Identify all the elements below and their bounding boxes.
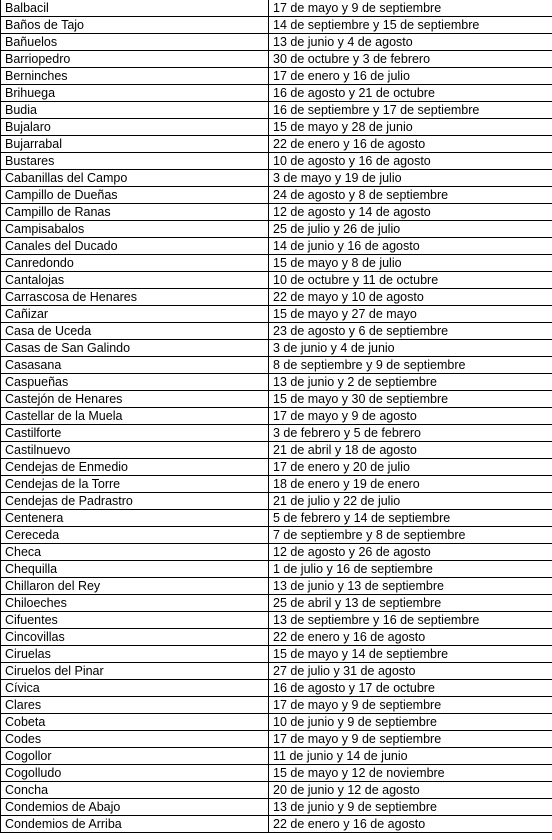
table-row: [1, 680, 552, 697]
table-row: [1, 816, 552, 833]
municipality-cell: Castellar de la Muela: [1, 408, 269, 425]
holiday-dates-cell: 17 de mayo y 9 de septiembre: [269, 0, 552, 17]
holiday-dates-cell: 10 de octubre y 11 de octubre: [269, 272, 552, 289]
holiday-dates-cell: 17 de enero y 20 de julio: [269, 459, 552, 476]
holiday-dates-cell: 15 de mayo y 8 de julio: [269, 255, 552, 272]
holiday-dates-cell: 25 de julio y 26 de julio: [269, 221, 552, 238]
holiday-dates-cell: 22 de enero y 16 de agosto: [269, 816, 552, 833]
table-row: [1, 238, 552, 255]
holiday-dates-cell: 14 de junio y 16 de agosto: [269, 238, 552, 255]
table-row: [1, 510, 552, 527]
table-row: [1, 697, 552, 714]
table-row: [1, 748, 552, 765]
table-row: [1, 544, 552, 561]
municipality-cell: Castejón de Henares: [1, 391, 269, 408]
table-row: [1, 170, 552, 187]
table-row: [1, 425, 552, 442]
municipality-cell: Castilforte: [1, 425, 269, 442]
table-row: [1, 493, 552, 510]
holiday-dates-cell: 21 de abril y 18 de agosto: [269, 442, 552, 459]
table-row: [1, 408, 552, 425]
municipality-cell: Bujarrabal: [1, 136, 269, 153]
holiday-dates-cell: 14 de septiembre y 15 de septiembre: [269, 17, 552, 34]
holiday-dates-cell: 10 de agosto y 16 de agosto: [269, 153, 552, 170]
table-row: [1, 731, 552, 748]
holiday-dates-cell: 15 de mayo y 28 de junio: [269, 119, 552, 136]
municipality-cell: Cogolludo: [1, 765, 269, 782]
holiday-dates-cell: 24 de agosto y 8 de septiembre: [269, 187, 552, 204]
municipality-cell: Campisabalos: [1, 221, 269, 238]
table-row: [1, 119, 552, 136]
municipality-cell: Cobeta: [1, 714, 269, 731]
municipality-cell: Cincovillas: [1, 629, 269, 646]
holiday-dates-cell: 12 de agosto y 26 de agosto: [269, 544, 552, 561]
municipality-cell: Cendejas de Enmedio: [1, 459, 269, 476]
holiday-dates-cell: 30 de octubre y 3 de febrero: [269, 51, 552, 68]
municipality-cell: Casas de San Galindo: [1, 340, 269, 357]
municipality-cell: Berninches: [1, 68, 269, 85]
holiday-dates-cell: 11 de junio y 14 de junio: [269, 748, 552, 765]
holiday-dates-cell: 12 de agosto y 14 de agosto: [269, 204, 552, 221]
municipality-cell: Cogollor: [1, 748, 269, 765]
municipality-cell: Concha: [1, 782, 269, 799]
table-row: [1, 527, 552, 544]
holiday-dates-cell: 17 de enero y 16 de julio: [269, 68, 552, 85]
municipality-cell: Chillaron del Rey: [1, 578, 269, 595]
municipality-cell: Campillo de Dueñas: [1, 187, 269, 204]
municipality-cell: Casa de Uceda: [1, 323, 269, 340]
municipality-cell: Barriopedro: [1, 51, 269, 68]
municipality-cell: Condemios de Arriba: [1, 816, 269, 833]
holiday-dates-cell: 13 de junio y 2 de septiembre: [269, 374, 552, 391]
municipality-cell: Cantalojas: [1, 272, 269, 289]
holiday-dates-cell: 15 de mayo y 14 de septiembre: [269, 646, 552, 663]
holiday-dates-cell: 10 de junio y 9 de septiembre: [269, 714, 552, 731]
holiday-dates-cell: 20 de junio y 12 de agosto: [269, 782, 552, 799]
table-row: [1, 323, 552, 340]
municipality-cell: Ciruelos del Pinar: [1, 663, 269, 680]
table-row: [1, 68, 552, 85]
table-row: [1, 799, 552, 816]
table-row: [1, 306, 552, 323]
table-row: [1, 578, 552, 595]
table-row: [1, 34, 552, 51]
table-row: [1, 629, 552, 646]
table-row: [1, 374, 552, 391]
municipality-cell: Ciruelas: [1, 646, 269, 663]
holiday-dates-cell: 13 de junio y 13 de septiembre: [269, 578, 552, 595]
holiday-dates-cell: 18 de enero y 19 de enero: [269, 476, 552, 493]
holiday-dates-cell: 16 de septiembre y 17 de septiembre: [269, 102, 552, 119]
municipality-cell: Centenera: [1, 510, 269, 527]
table-row: [1, 102, 552, 119]
municipality-cell: Chequilla: [1, 561, 269, 578]
holiday-dates-cell: 5 de febrero y 14 de septiembre: [269, 510, 552, 527]
table-row: [1, 357, 552, 374]
holiday-dates-cell: 22 de mayo y 10 de agosto: [269, 289, 552, 306]
municipality-cell: Cifuentes: [1, 612, 269, 629]
holiday-dates-cell: 17 de mayo y 9 de septiembre: [269, 731, 552, 748]
municipality-cell: Canales del Ducado: [1, 238, 269, 255]
table-row: [1, 340, 552, 357]
table-body: [1, 0, 552, 833]
municipality-cell: Castilnuevo: [1, 442, 269, 459]
holiday-dates-cell: 22 de enero y 16 de agosto: [269, 136, 552, 153]
table-row: [1, 136, 552, 153]
municipality-cell: Canredondo: [1, 255, 269, 272]
table-row: [1, 476, 552, 493]
holiday-dates-cell: 16 de agosto y 21 de octubre: [269, 85, 552, 102]
table-row: [1, 561, 552, 578]
holiday-dates-cell: 27 de julio y 31 de agosto: [269, 663, 552, 680]
municipality-cell: Cereceda: [1, 527, 269, 544]
holiday-dates-cell: 15 de mayo y 27 de mayo: [269, 306, 552, 323]
municipality-cell: Cendejas de Padrastro: [1, 493, 269, 510]
table-row: [1, 51, 552, 68]
municipality-cell: Cañizar: [1, 306, 269, 323]
municipality-cell: Budia: [1, 102, 269, 119]
municipality-cell: Caspueñas: [1, 374, 269, 391]
table-row: [1, 187, 552, 204]
table-row: [1, 646, 552, 663]
holiday-dates-cell: 3 de mayo y 19 de julio: [269, 170, 552, 187]
table-row: [1, 153, 552, 170]
municipality-cell: Checa: [1, 544, 269, 561]
municipality-cell: Cívica: [1, 680, 269, 697]
holiday-dates-cell: 21 de julio y 22 de julio: [269, 493, 552, 510]
municipality-cell: Cabanillas del Campo: [1, 170, 269, 187]
table-row: [1, 714, 552, 731]
table-row: [1, 272, 552, 289]
holiday-dates-cell: 22 de enero y 16 de agosto: [269, 629, 552, 646]
holiday-dates-cell: 3 de febrero y 5 de febrero: [269, 425, 552, 442]
table-row: [1, 442, 552, 459]
holiday-dates-cell: 23 de agosto y 6 de septiembre: [269, 323, 552, 340]
holiday-dates-cell: 3 de junio y 4 de junio: [269, 340, 552, 357]
municipality-cell: Chiloeches: [1, 595, 269, 612]
municipality-cell: Baños de Tajo: [1, 17, 269, 34]
table-row: [1, 459, 552, 476]
municipality-cell: Codes: [1, 731, 269, 748]
municipality-cell: Brihuega: [1, 85, 269, 102]
municipality-cell: Bujalaro: [1, 119, 269, 136]
table-row: [1, 595, 552, 612]
municipality-cell: Balbacil: [1, 0, 269, 17]
holiday-dates-cell: 1 de julio y 16 de septiembre: [269, 561, 552, 578]
table-row: [1, 391, 552, 408]
table-row: [1, 221, 552, 238]
holiday-dates-cell: 15 de mayo y 30 de septiembre: [269, 391, 552, 408]
holiday-dates-cell: 17 de mayo y 9 de agosto: [269, 408, 552, 425]
table-row: [1, 663, 552, 680]
holiday-dates-cell: 13 de junio y 4 de agosto: [269, 34, 552, 51]
holiday-dates-cell: 25 de abril y 13 de septiembre: [269, 595, 552, 612]
municipality-cell: Bañuelos: [1, 34, 269, 51]
holiday-dates-cell: 17 de mayo y 9 de septiembre: [269, 697, 552, 714]
municipality-cell: Bustares: [1, 153, 269, 170]
municipality-cell: Campillo de Ranas: [1, 204, 269, 221]
holiday-dates-cell: 8 de septiembre y 9 de septiembre: [269, 357, 552, 374]
holiday-dates-cell: 16 de agosto y 17 de octubre: [269, 680, 552, 697]
table-row: [1, 17, 552, 34]
holiday-dates-cell: 13 de septiembre y 16 de septiembre: [269, 612, 552, 629]
holiday-dates-cell: 7 de septiembre y 8 de septiembre: [269, 527, 552, 544]
table-row: [1, 765, 552, 782]
municipality-cell: Condemios de Abajo: [1, 799, 269, 816]
holiday-dates-cell: 13 de junio y 9 de septiembre: [269, 799, 552, 816]
municipality-cell: Casasana: [1, 357, 269, 374]
table-row: [1, 204, 552, 221]
municipality-cell: Cendejas de la Torre: [1, 476, 269, 493]
municipality-cell: Carrascosa de Henares: [1, 289, 269, 306]
table-row: [1, 612, 552, 629]
municipality-cell: Clares: [1, 697, 269, 714]
table-row: [1, 0, 552, 17]
holiday-dates-cell: 15 de mayo y 12 de noviembre: [269, 765, 552, 782]
table-row: [1, 782, 552, 799]
table-row: [1, 289, 552, 306]
table-row: [1, 255, 552, 272]
table-row: [1, 85, 552, 102]
